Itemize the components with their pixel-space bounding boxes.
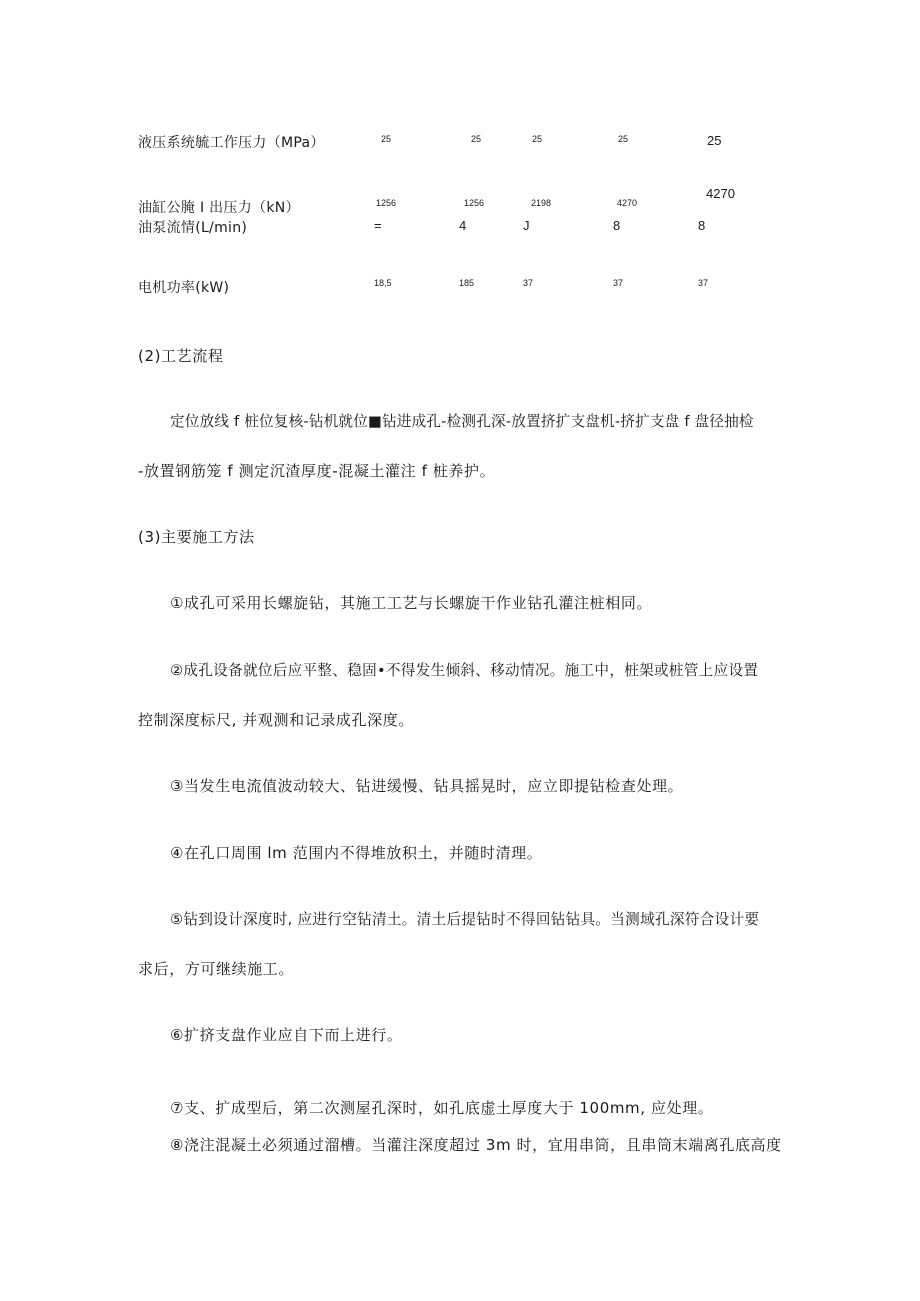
process-flow-line: -放置钢筋笼 f 测定沉渣厚度-混凝土灌注 f 桩养护。 xyxy=(138,462,496,480)
spec-cell: 2198 xyxy=(531,198,552,208)
spec-cell: 8 xyxy=(698,218,706,233)
spec-cell: 1256 xyxy=(376,198,397,208)
method-item: ②成孔设备就位后应平整、稳固•不得发生倾斜、移动情况。施工中，桩架或桩管上应设置 xyxy=(170,662,759,679)
spec-cell: 4270 xyxy=(706,186,735,201)
spec-cell: 25 xyxy=(532,134,543,144)
section-heading: (2)工艺流程 xyxy=(138,347,224,365)
spec-cell: 25 xyxy=(381,134,392,144)
spec-cell: 37 xyxy=(698,278,709,288)
spec-row-label: 液压系统毓工作压力（MPa） xyxy=(138,135,325,151)
spec-row-label: 油泵流情(L/min) xyxy=(138,220,248,236)
method-item-continued: 控制深度标尺, 并观测和记录成孔深度。 xyxy=(138,711,414,729)
method-item-continued: 求后，方可继续施工。 xyxy=(138,960,295,978)
spec-cell: 8 xyxy=(613,218,621,233)
spec-row-label: 电机功率(kW) xyxy=(138,280,230,296)
method-item: ⑥扩挤支盘作业应自下而上进行。 xyxy=(170,1026,403,1044)
method-item: ①成孔可采用长螺旋钻，其施工工艺与长螺旋干作业钻孔灌注桩相同。 xyxy=(170,594,653,612)
spec-cell: 25 xyxy=(471,134,482,144)
spec-row-label: 油缸公腌 I 出压力（kN） xyxy=(138,200,300,216)
spec-cell: 1256 xyxy=(464,198,485,208)
spec-cell: J xyxy=(523,218,530,233)
method-item: ③当发生电流值波动较大、钻进缓慢、钻具摇晃时，应立即提钻检查处理。 xyxy=(170,777,684,795)
spec-cell: 25 xyxy=(618,134,629,144)
spec-cell: = xyxy=(374,218,382,233)
method-item: ⑧浇注混凝土必须通过溜槽。当灌注深度超过 3m 时，宜用串筒，且串筒末端离孔底高度 xyxy=(170,1136,782,1154)
section-heading: (3)主要施工方法 xyxy=(138,528,255,546)
method-item: ⑤钻到设计深度时, 应进行空钻清土。清土后提钻时不得回钻钻具。当测域孔深符合设计要 xyxy=(170,911,760,928)
spec-cell: 37 xyxy=(613,278,624,288)
method-item: ④在孔口周围 lm 范围内不得堆放积土，并随时清理。 xyxy=(170,844,543,862)
process-flow-line: 定位放线 f 桩位复核-钻机就位■钻进成孔-检测孔深-放置挤扩支盘机-挤扩支盘 f 盘径抽检 xyxy=(170,413,754,430)
spec-cell: 25 xyxy=(707,133,722,148)
spec-cell: 185 xyxy=(459,278,475,288)
spec-cell: 4 xyxy=(459,218,467,233)
method-item: ⑦支、扩成型后，第二次测屋孔深时，如孔底虚土厚度大于 100mm, 应处理。 xyxy=(170,1099,714,1117)
spec-cell: 4270 xyxy=(617,198,638,208)
spec-cell: 18,5 xyxy=(374,278,392,288)
spec-cell: 37 xyxy=(523,278,534,288)
